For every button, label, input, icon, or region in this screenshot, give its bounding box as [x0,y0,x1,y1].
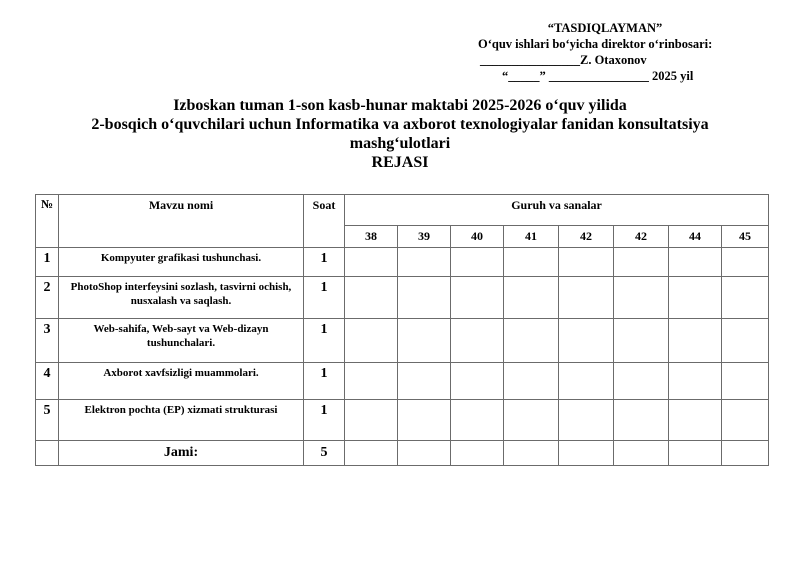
date-cell[interactable] [559,363,614,400]
title-line-3: mashg‘ulotlari [349,135,451,152]
approval-signature-line: ________________Z. Otaxonov [480,53,647,67]
table-row [36,400,769,441]
title-line-1: Izboskan tuman 1-son kasb-hunar maktabi 2025-2026 o‘quv yilida [173,97,627,114]
date-cell[interactable] [669,248,722,277]
date-cell[interactable] [504,319,559,363]
date-cell[interactable] [451,441,504,466]
date-cell[interactable] [722,277,769,319]
header-topic: Mavzu nomi [59,195,304,248]
row-hours: 1 [304,400,345,441]
group-header: 38 [345,226,398,248]
group-header: 42 [559,226,614,248]
header-number: № [36,195,59,248]
total-value: 5 [304,441,345,466]
date-cell[interactable] [722,319,769,363]
date-cell[interactable] [451,277,504,319]
row-number: 3 [36,319,59,363]
date-cell[interactable] [398,363,451,400]
row-topic: Kompyuter grafikasi tushunchasi. [59,248,304,277]
date-cell[interactable] [559,248,614,277]
date-cell[interactable] [669,441,722,466]
group-header: 44 [669,226,722,248]
total-number-cell [36,441,59,466]
date-cell[interactable] [398,400,451,441]
title-line-2: 2-bosqich o‘quvchilari uchun Informatika va axborot texnologiyalar fanidan konsultatsiya [91,116,709,133]
date-cell[interactable] [504,248,559,277]
table-row [36,363,769,400]
group-header: 40 [451,226,504,248]
date-cell[interactable] [669,363,722,400]
approval-position: O‘quv ishlari bo‘yicha direktor o‘rinbosari: [478,37,713,51]
date-cell[interactable] [559,441,614,466]
date-cell[interactable] [398,248,451,277]
date-cell[interactable] [722,248,769,277]
total-label: Jami: [59,441,304,466]
date-cell[interactable] [398,441,451,466]
total-row [36,441,769,466]
date-cell[interactable] [614,400,669,441]
date-cell[interactable] [504,400,559,441]
date-cell[interactable] [559,277,614,319]
group-header: 41 [504,226,559,248]
consultation-plan-table [35,194,769,466]
header-hours: Soat [304,195,345,248]
date-cell[interactable] [722,363,769,400]
group-header: 45 [722,226,769,248]
date-cell[interactable] [614,363,669,400]
row-number: 1 [36,248,59,277]
document-title [30,96,770,172]
date-cell[interactable] [451,319,504,363]
date-cell[interactable] [559,400,614,441]
row-hours: 1 [304,319,345,363]
group-header: 42 [614,226,669,248]
date-cell[interactable] [451,363,504,400]
row-number: 4 [36,363,59,400]
row-number: 5 [36,400,59,441]
date-cell[interactable] [614,441,669,466]
date-cell[interactable] [345,363,398,400]
date-cell[interactable] [669,400,722,441]
table-row [36,248,769,277]
date-cell[interactable] [451,248,504,277]
date-cell[interactable] [345,400,398,441]
approval-date-line: “_____” ________________ 2025 yil [502,69,694,83]
date-cell[interactable] [398,277,451,319]
date-cell[interactable] [451,400,504,441]
table-row [36,319,769,363]
approval-title: “TASDIQLAYMAN” [547,21,663,35]
approval-block [470,20,740,84]
date-cell[interactable] [504,441,559,466]
date-cell[interactable] [345,319,398,363]
row-topic: Web-sahifa, Web-sayt va Web-dizayn tushunchalari. [59,319,304,363]
row-hours: 1 [304,248,345,277]
row-hours: 1 [304,363,345,400]
date-cell[interactable] [669,319,722,363]
date-cell[interactable] [504,363,559,400]
date-cell[interactable] [669,277,722,319]
group-header: 39 [398,226,451,248]
row-number: 2 [36,277,59,319]
date-cell[interactable] [398,319,451,363]
date-cell[interactable] [345,277,398,319]
title-line-4: REJASI [371,154,429,171]
row-topic: Axborot xavfsizligi muammolari. [59,363,304,400]
date-cell[interactable] [614,248,669,277]
date-cell[interactable] [559,319,614,363]
date-cell[interactable] [614,277,669,319]
date-cell[interactable] [722,400,769,441]
row-topic: PhotoShop interfeysini sozlash, tasvirni ochish, nusxalash va saqlash. [59,277,304,319]
table-row [36,277,769,319]
row-topic: Elektron pochta (EP) xizmati strukturasi [59,400,304,441]
header-groups: Guruh va sanalar [345,195,769,226]
row-hours: 1 [304,277,345,319]
date-cell[interactable] [722,441,769,466]
date-cell[interactable] [504,277,559,319]
date-cell[interactable] [614,319,669,363]
date-cell[interactable] [345,248,398,277]
date-cell[interactable] [345,441,398,466]
